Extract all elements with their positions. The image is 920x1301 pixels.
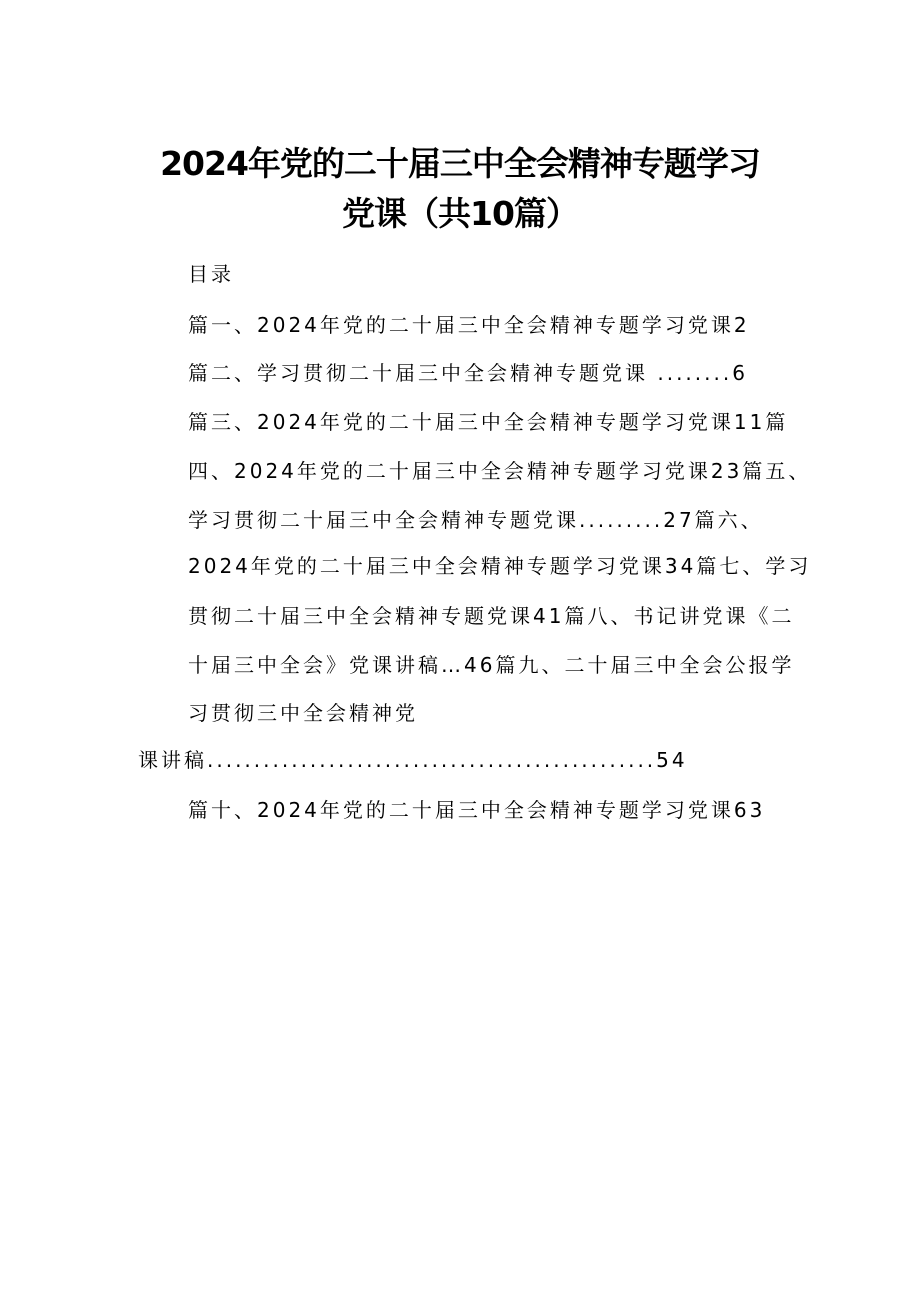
toc-line: 篇二、学习贯彻二十届三中全会精神专题党课 ........6 [188, 361, 748, 385]
toc-line: 篇一、2024年党的二十届三中全会精神专题学习党课2 [188, 313, 750, 337]
document-title-line-1: 2024年党的二十届三中全会精神专题学习 [160, 144, 760, 183]
toc-line: 十届三中全会》党课讲稿…46篇九、二十届三中全会公报学 [188, 653, 795, 677]
toc-line: 习贯彻三中全会精神党 [188, 701, 418, 725]
toc-heading: 目录 [188, 262, 234, 286]
toc-line: 贯彻二十届三中全会精神专题党课41篇八、书记讲党课《二 [188, 604, 795, 628]
toc-line: 学习贯彻二十届三中全会精神专题党课.........27篇六、 [188, 508, 764, 532]
toc-line: 2024年党的二十届三中全会精神专题学习党课34篇七、学习 [188, 554, 812, 578]
document-title-line-2: 党课（共10篇） [342, 194, 578, 233]
toc-line: 篇十、2024年党的二十届三中全会精神专题学习党课63 [188, 798, 766, 822]
toc-line: 篇三、2024年党的二十届三中全会精神专题学习党课11篇 [188, 410, 789, 434]
toc-line: 课讲稿................................................54 [138, 748, 688, 772]
toc-line: 四、2024年党的二十届三中全会精神专题学习党课23篇五、 [188, 459, 812, 483]
